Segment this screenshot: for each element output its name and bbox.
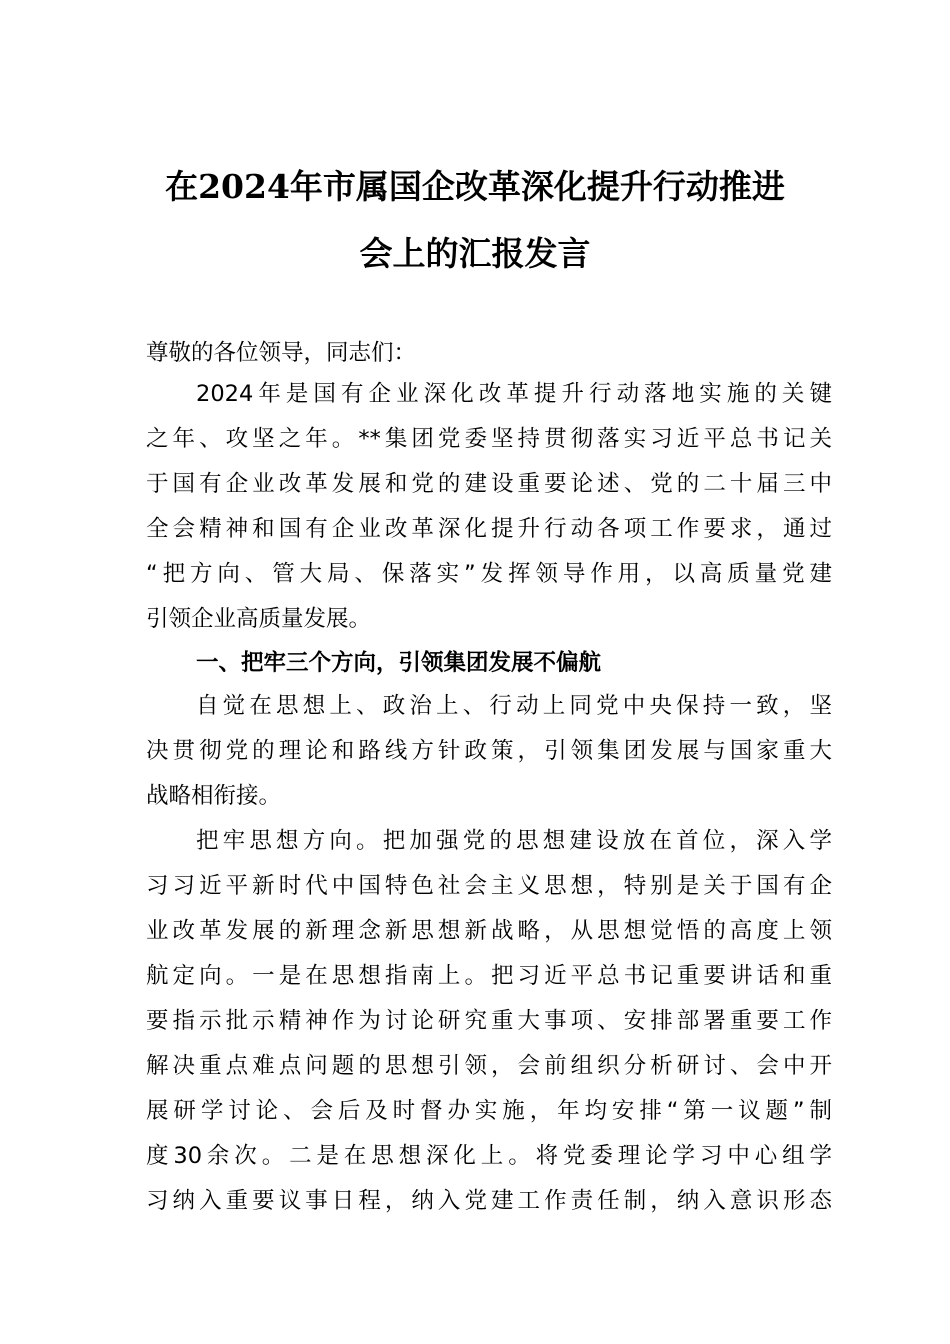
document-title-line-1: 在2024年市属国企改革深化提升行动推进 [165, 167, 785, 206]
thought-line-5: 要指示批示精神作为讨论研究重大事项、安排部署重要工作 [146, 1008, 832, 1034]
thought-line-9: 习纳入重要议事日程，纳入党建工作责任制，纳入意识形态 [146, 1188, 832, 1214]
intro-line-1: 2024年是国有企业深化改革提升行动落地实施的关键 [196, 381, 832, 407]
thought-line-6: 解决重点难点问题的思想引领，会前组织分析研讨、会中开 [146, 1053, 832, 1079]
intro-line-4: 全会精神和国有企业改革深化提升行动各项工作要求，通过 [146, 516, 832, 542]
document-title-line-2: 会上的汇报发言 [359, 234, 591, 273]
thought-line-1: 把牢思想方向。把加强党的思想建设放在首位，深入学 [196, 828, 832, 854]
thought-line-8: 度30余次。二是在思想深化上。将党委理论学习中心组学 [146, 1143, 832, 1169]
intro-line-3: 于国有企业改革发展和党的建设重要论述、党的二十届三中 [146, 471, 832, 497]
section-line-3: 战略相衔接。 [146, 783, 282, 809]
thought-line-7: 展研学讨论、会后及时督办实施，年均安排“第一议题”制 [146, 1098, 832, 1124]
salutation: 尊敬的各位领导，同志们： [146, 340, 417, 366]
intro-line-2: 之年、攻坚之年。**集团党委坚持贯彻落实习近平总书记关 [146, 426, 832, 452]
intro-line-5: “把方向、管大局、保落实”发挥领导作用，以高质量党建 [146, 561, 832, 587]
thought-line-3: 业改革发展的新理念新思想新战略，从思想觉悟的高度上领 [146, 918, 832, 944]
intro-line-6: 引领企业高质量发展。 [146, 606, 372, 632]
section-line-2: 决贯彻党的理论和路线方针政策，引领集团发展与国家重大 [146, 738, 832, 764]
section-heading: 一、把牢三个方向，引领集团发展不偏航 [196, 650, 602, 676]
thought-line-4: 航定向。一是在思想指南上。把习近平总书记重要讲话和重 [146, 963, 832, 989]
section-line-1: 自觉在思想上、政治上、行动上同党中央保持一致，坚 [196, 693, 832, 719]
thought-line-2: 习习近平新时代中国特色社会主义思想，特别是关于国有企 [146, 873, 832, 899]
